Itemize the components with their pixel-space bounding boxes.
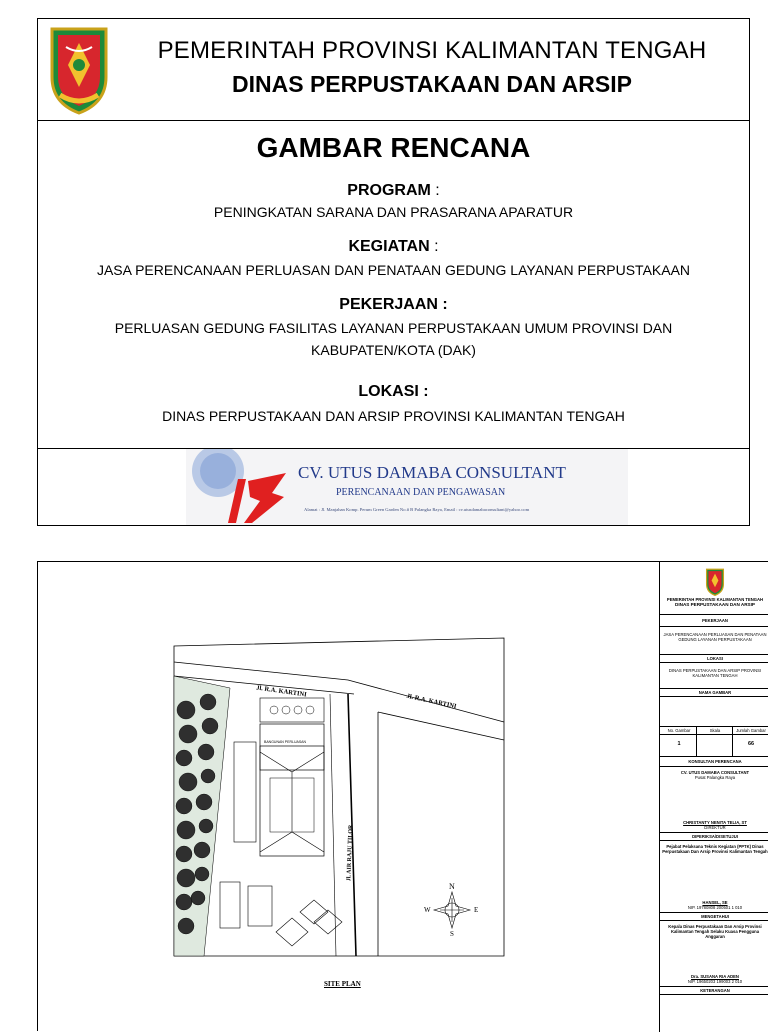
street-label-3: Jl. AIR RAJU TILOR [346,824,355,882]
cover-header [38,19,749,121]
tb-jumlah-value: 66 [747,741,755,747]
kegiatan-heading: KEGIATAN : [348,238,439,255]
tb-jumlah-heading: Jumlah Gambar [736,728,766,733]
kegiatan-text: JASA PERENCANAAN PERLUASAN DAN PENATAAN GEDUNG LAYANAN PERPUSTAKAAN [96,262,691,278]
tb-kepala-nip: NIP. 19650203 199003 2 010 [687,979,743,984]
tb-dept: DINAS PERPUSTAKAAN DAN ARSIP [675,602,755,607]
tb-kepala-name: Dra. SUSANA RIA ADEN [691,974,739,979]
government-title: PEMERINTAH PROVINSI KALIMANTAN TENGAH [157,37,707,64]
tb-diperiksa-heading: DIPERIKSA/DISETUJUI [692,834,738,839]
lokasi-heading: LOKASI : [358,383,429,400]
tb-skala-heading: Skala [709,728,721,733]
tb-pptk-text: Pejabat Pelaksana Teknis Kegiatan (PPTK) Dinas Perpustakaan Dan Arsip Provinsi Kalimantan Tengah [662,844,768,854]
tb-kepala-text: Kepala Dinas Perpustakaan Dan Arsip Provinsi Kalimantan Tengah Selaku Kuasa Pengguna Anggaran [668,924,762,939]
title-block-emblem-icon [704,568,726,596]
tb-pptk-nip: NIP. 19780808 200501 1 010 [687,905,743,910]
lokasi-text: DINAS PERPUSTAKAAN DAN ARSIP PROVINSI KALIMANTAN TENGAH [162,408,625,424]
tb-gov: PEMERINTAH PROVINSI KALIMANTAN TENGAH [666,597,764,602]
consultant-logo-icon [186,449,296,525]
site-plan-drawing [38,562,659,1032]
pekerjaan-heading: PEKERJAAN : [339,296,448,313]
compass-east: E [474,906,479,914]
compass-south: S [450,930,454,938]
tb-lokasi-text: DINAS PERPUSTAKAAN DAN ARSIP PROVINSI KALIMANTAN TENGAH [668,668,762,678]
tb-nama-gambar-heading: NAMA GAMBAR [698,690,732,695]
program-heading: PROGRAM : [347,182,440,199]
consultant-name: CV. UTUS DAMABA CONSULTANT [298,463,566,482]
tb-pekerjaan-heading: PEKERJAAN [702,618,728,623]
main-title: GAMBAR RENCANA [256,132,531,163]
tb-konsultan-heading: KONSULTAN PERENCANA [688,759,742,764]
tb-mengetahui-heading: MENGETAHUI [701,914,729,919]
compass-north: N [449,882,455,891]
cover-sheet [37,18,750,526]
tb-direktur-name: CHRISTANTY NENITA TELIA, ST [683,820,747,825]
cover-body [38,120,749,449]
site-plan-area [38,562,659,1032]
tb-no-gambar-heading: No. Gambar [667,728,691,733]
drawing-sheet [37,561,768,1031]
tb-konsultan-city: Pusat Palangka Raya [694,775,736,780]
street-label-1: Jl. R.A. KARTINI [255,684,308,699]
pekerjaan-text-line2: KABUPATEN/KOTA (DAK) [311,342,476,358]
consultant-tagline: PERENCANAAN DAN PENGAWASAN [336,487,506,498]
title-block [659,562,768,1032]
building-label: BANGUNAN PERLUASAN [264,740,307,744]
pekerjaan-text: PERLUASAN GEDUNG FASILITAS LAYANAN PERPUSTAKAAN UMUM PROVINSI DAN [114,320,673,336]
consultant-banner [186,449,628,525]
program-text: PENINGKATAN SARANA DAN PRASARANA APARATUR [213,204,574,220]
tb-keterangan-heading: KETERANGAN [700,988,730,993]
tb-lokasi-heading: LOKASI [707,656,723,661]
department-title: DINAS PERPUSTAKAAN DAN ARSIP [232,71,632,97]
tb-direktur-title: DIREKTUR [704,825,726,830]
compass-west: W [424,906,431,914]
tb-konsultan-name: CV. UTUS DAMABA CONSULTANT [680,770,750,775]
street-label-2: Jl. R.A. KARTINI [405,692,458,711]
tb-pekerjaan-text: JASA PERENCANAAN PERLUASAN DAN PENATAAN GEDUNG LAYANAN PERPUSTAKAAN [663,632,767,642]
tb-pptk-name: HANSEL, SE [702,900,728,905]
province-emblem-icon [46,25,112,115]
site-plan-caption: SITE PLAN [324,980,361,988]
consultant-address: Alamat : Jl. Manjahan Komp. Perum Green Garden No.# B Palangka Raya, Email : cv.utusdamabaconsultant@yahoo.com [304,507,530,512]
tb-no-gambar-value: 1 [677,741,681,747]
